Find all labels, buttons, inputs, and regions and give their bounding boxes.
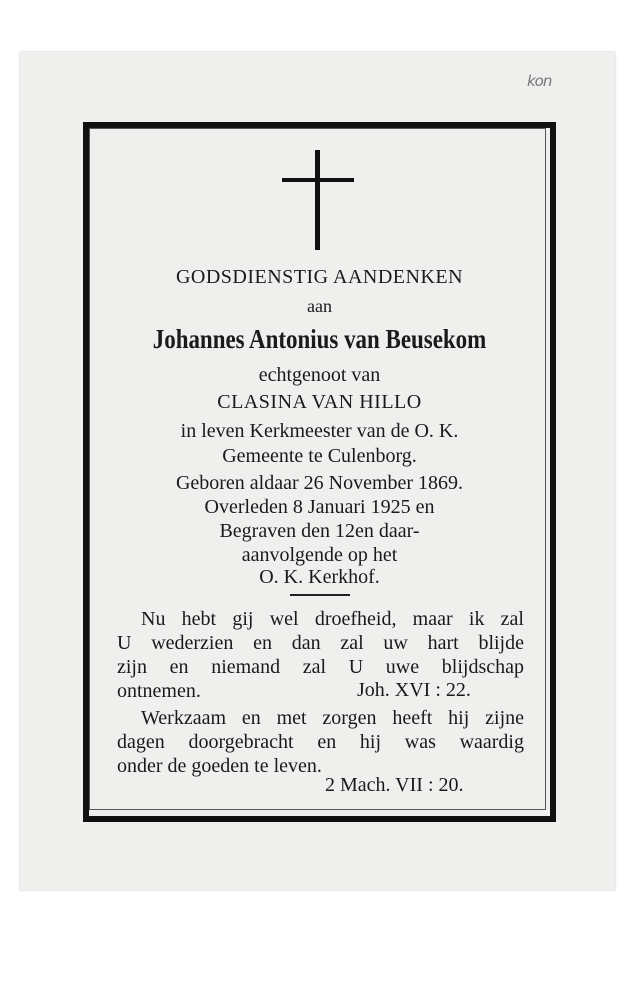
heading: GODSDIENSTIG AANDENKEN [175, 266, 464, 288]
spouse-intro: echtgenoot van [258, 364, 381, 386]
cross-icon [315, 150, 320, 250]
divider [290, 594, 350, 596]
verse-line: zijn en niemand zal U uwe blijdschap [117, 656, 524, 678]
verse-line: dagen doorgebracht en hij was waardig [117, 731, 524, 753]
verse-2 [117, 706, 524, 778]
spouse-name: CLASINA VAN HILLO [217, 391, 422, 413]
verse-line: U wederzien en dan zal uw hart blijde [117, 632, 524, 654]
verse-line: Nu hebt gij wel droefheid, maar ik zal [141, 608, 524, 630]
verse-line: Werkzaam en met zorgen heeft hij zijne [141, 707, 524, 729]
detail-line: in leven Kerkmeester van de O. K. [180, 420, 459, 442]
detail-line: aanvolgende op het [241, 544, 398, 566]
verse-2-reference: 2 Mach. VII : 20. [325, 774, 464, 796]
aan: aan [307, 296, 332, 316]
handwritten-note: kon [527, 72, 552, 90]
verse-line: ontnemen. [117, 680, 201, 702]
detail-line: O. K. Kerkhof. [259, 566, 380, 588]
detail-line: Geboren aldaar 26 November 1869. [175, 472, 464, 494]
detail-line: Gemeente te Culenborg. [222, 445, 417, 467]
deceased-name: Johannes Antonius van Beusekom [152, 324, 487, 354]
detail-line: Begraven den 12en daar- [219, 520, 420, 542]
cross-icon-bar [282, 178, 354, 182]
verse-1-reference: Joh. XVI : 22. [357, 679, 471, 701]
verse-line: onder de goeden te leven. [117, 755, 322, 777]
detail-line: Overleden 8 Januari 1925 en [204, 496, 435, 518]
